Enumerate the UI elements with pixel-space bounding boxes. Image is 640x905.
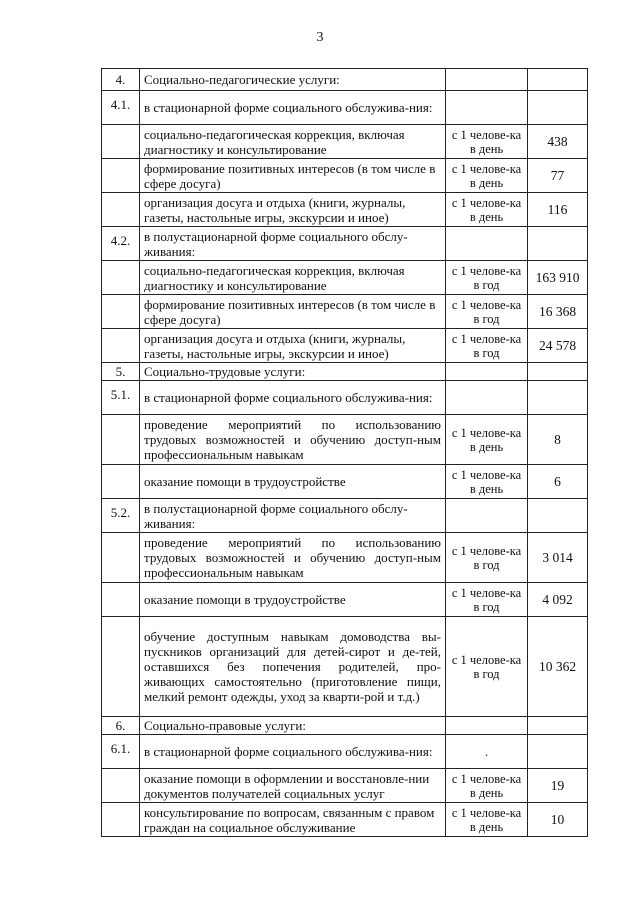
row-number [102,769,140,803]
unit-cell: с 1 челове-ка в день [446,415,528,465]
row-number [102,295,140,329]
table-row [102,295,588,329]
row-number: 6. [102,717,140,735]
table-row [102,583,588,617]
service-description: консультирование по вопросам, связанным с правом граждан на социальное обслуживание [140,803,446,837]
subsection-title: в стационарной форме социального обслужива-ния: [140,381,446,415]
unit-cell: . [446,735,528,769]
row-number [102,415,140,465]
service-description: проведение мероприятий по использованию трудовых возможностей и обучению доступ-ным профессиональным навыкам [140,415,446,465]
subsection-title: в стационарной форме социального обслужива-ния: [140,91,446,125]
table-row [102,415,588,465]
table-row [102,193,588,227]
value-cell: 24 578 [528,329,588,363]
row-number [102,159,140,193]
unit-cell: с 1 челове-ка в год [446,583,528,617]
unit-cell: с 1 челове-ка в день [446,159,528,193]
service-description: организация досуга и отдыха (книги, журналы, газеты, настольные игры, экскурсии и иное) [140,329,446,363]
service-description: социально-педагогическая коррекция, включая диагностику и консультирование [140,261,446,295]
unit-cell: с 1 челове-ка в день [446,125,528,159]
row-number: 4.1. [102,91,140,125]
table-row [102,769,588,803]
value-cell: 438 [528,125,588,159]
service-description: организация досуга и отдыха (книги, журналы, газеты, настольные игры, экскурсии и иное) [140,193,446,227]
row-number [102,125,140,159]
table-row [102,125,588,159]
table-row [102,363,588,381]
value-cell [528,381,588,415]
value-cell: 10 362 [528,617,588,717]
table-row [102,803,588,837]
unit-cell [446,381,528,415]
table-row [102,329,588,363]
table-row [102,381,588,415]
services-table [101,68,588,837]
section-title: Социально-правовые услуги: [140,717,446,735]
value-cell [528,227,588,261]
row-number [102,617,140,717]
value-cell: 163 910 [528,261,588,295]
unit-cell: с 1 челове-ка в год [446,329,528,363]
service-description: оказание помощи в трудоустройстве [140,465,446,499]
row-number [102,803,140,837]
value-cell: 4 092 [528,583,588,617]
table-row [102,69,588,91]
table-row [102,227,588,261]
unit-cell [446,69,528,91]
row-number [102,465,140,499]
unit-cell: с 1 челове-ка в год [446,533,528,583]
value-cell: 6 [528,465,588,499]
service-description: проведение мероприятий по использованию трудовых возможностей и обучению доступ-ным профессиональным навыкам [140,533,446,583]
unit-cell [446,363,528,381]
unit-cell: с 1 челове-ка в год [446,261,528,295]
unit-cell: с 1 челове-ка в день [446,803,528,837]
row-number [102,261,140,295]
unit-cell [446,499,528,533]
row-number: 4. [102,69,140,91]
value-cell: 3 014 [528,533,588,583]
service-description: формирование позитивных интересов (в том числе в сфере досуга) [140,159,446,193]
table-row [102,735,588,769]
value-cell: 19 [528,769,588,803]
service-description: социально-педагогическая коррекция, включая диагностику и консультирование [140,125,446,159]
row-number [102,583,140,617]
row-number: 5.1. [102,381,140,415]
value-cell [528,717,588,735]
unit-cell: с 1 челове-ка в день [446,465,528,499]
subsection-title: в стационарной форме социального обслужива-ния: [140,735,446,769]
row-number: 4.2. [102,227,140,261]
row-number [102,193,140,227]
page-number: 3 [316,30,324,45]
unit-cell [446,717,528,735]
section-title: Социально-педагогические услуги: [140,69,446,91]
section-title: Социально-трудовые услуги: [140,363,446,381]
table-row [102,617,588,717]
table-row [102,159,588,193]
table-row [102,717,588,735]
unit-cell: с 1 челове-ка в день [446,769,528,803]
table-row [102,465,588,499]
service-description: оказание помощи в трудоустройстве [140,583,446,617]
table-row [102,261,588,295]
unit-cell: с 1 челове-ка в год [446,295,528,329]
subsection-title: в полустационарной форме социального обслу-живания: [140,227,446,261]
table-row [102,91,588,125]
unit-cell: с 1 челове-ка в день [446,193,528,227]
service-description: формирование позитивных интересов (в том числе в сфере досуга) [140,295,446,329]
value-cell [528,735,588,769]
row-number [102,533,140,583]
value-cell: 77 [528,159,588,193]
value-cell: 8 [528,415,588,465]
value-cell [528,91,588,125]
table-row [102,499,588,533]
value-cell: 116 [528,193,588,227]
unit-cell [446,91,528,125]
value-cell [528,363,588,381]
unit-cell: с 1 челове-ка в год [446,617,528,717]
unit-cell [446,227,528,261]
table-row [102,533,588,583]
value-cell: 16 368 [528,295,588,329]
value-cell: 10 [528,803,588,837]
service-description: обучение доступным навыкам домоводства вы-пускников организаций для детей-сирот и де-тей, оставшихся без попечения родителей, про-живающих самостоятельно (приготовление пищи, мелкий ремонт одежды, уход за кварти-рой и т.д.) [140,617,446,717]
row-number: 5.2. [102,499,140,533]
row-number: 6.1. [102,735,140,769]
value-cell [528,69,588,91]
value-cell [528,499,588,533]
service-description: оказание помощи в оформлении и восстановле-нии документов получателей социальных услуг [140,769,446,803]
row-number: 5. [102,363,140,381]
row-number [102,329,140,363]
subsection-title: в полустационарной форме социального обслу-живания: [140,499,446,533]
